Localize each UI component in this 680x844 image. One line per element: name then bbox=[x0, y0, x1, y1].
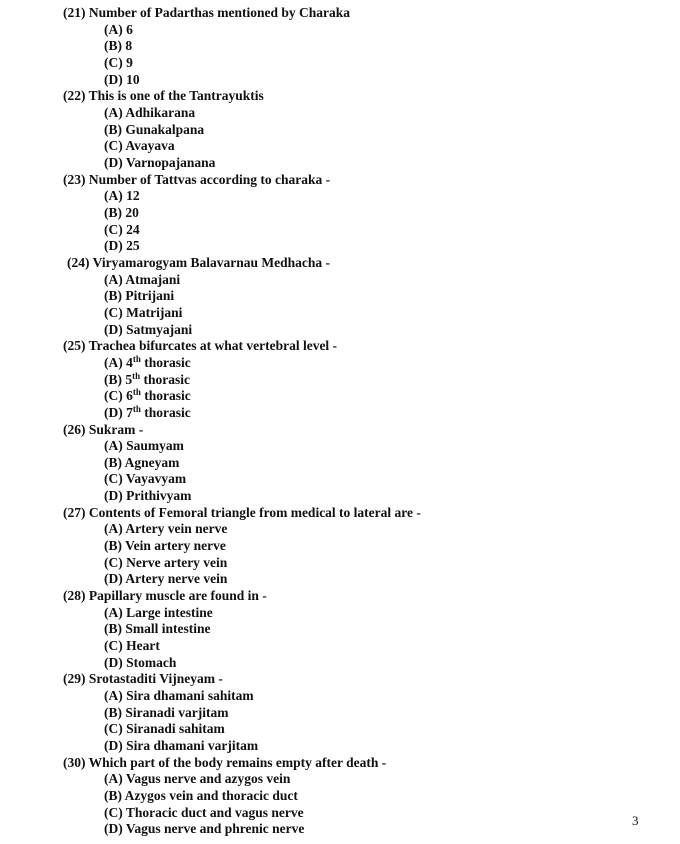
option-label: (A) Adhikarana bbox=[104, 104, 196, 120]
answer-option bbox=[104, 272, 180, 289]
question-text: (26) Sukram - bbox=[63, 421, 144, 437]
answer-option bbox=[104, 205, 139, 222]
option-label: (A) Vagus nerve and azygos vein bbox=[104, 771, 291, 787]
option-label: (C) Heart bbox=[104, 638, 160, 654]
answer-option bbox=[104, 555, 227, 572]
answer-option bbox=[104, 405, 191, 422]
answer-option bbox=[104, 105, 195, 122]
answer-option bbox=[104, 821, 304, 838]
answer-option bbox=[104, 538, 226, 555]
question-text: (25) Trachea bifurcates at what vertebral level - bbox=[63, 338, 338, 354]
answer-option bbox=[104, 438, 184, 455]
answer-option bbox=[104, 705, 229, 722]
answer-option bbox=[104, 771, 290, 788]
option-label: (A) Atmajani bbox=[104, 271, 181, 287]
option-label: (A) 12 bbox=[104, 188, 140, 204]
option-label: (D) Satmyajani bbox=[104, 321, 193, 337]
option-label: (A) 4 bbox=[104, 354, 133, 370]
answer-option bbox=[104, 471, 186, 488]
option-label-rest: thorasic bbox=[140, 404, 191, 420]
option-label: (C) 6 bbox=[104, 388, 133, 404]
answer-option bbox=[104, 571, 227, 588]
answer-option bbox=[104, 805, 304, 822]
option-label: (B) Vein artery nerve bbox=[104, 538, 226, 554]
answer-option bbox=[104, 322, 192, 339]
option-label: (C) 9 bbox=[104, 54, 133, 70]
option-label: (D) 7 bbox=[104, 404, 133, 420]
option-label: (D) Sira dhamani varjitam bbox=[104, 738, 259, 754]
answer-option bbox=[104, 638, 160, 655]
answer-option bbox=[104, 238, 140, 255]
question-text: (21) Number of Padarthas mentioned by Charaka bbox=[63, 5, 351, 20]
page-number: 3 bbox=[632, 813, 639, 828]
answer-option bbox=[104, 721, 225, 738]
ordinal-suffix: th bbox=[132, 387, 141, 398]
question-text: (27) Contents of Femoral triangle from medical to lateral are - bbox=[63, 504, 421, 520]
answer-option bbox=[104, 38, 132, 55]
question-text: (29) Srotastaditi Vijneyam - bbox=[63, 671, 223, 687]
answer-option bbox=[104, 521, 227, 538]
answer-option bbox=[104, 455, 179, 472]
option-label: (B) 20 bbox=[104, 204, 139, 220]
option-label: (D) Varnopajanana bbox=[104, 154, 216, 170]
option-label: (A) Sira dhamani sahitam bbox=[104, 688, 254, 704]
option-label: (C) 24 bbox=[104, 221, 140, 237]
question-text: (23) Number of Tattvas according to charaka - bbox=[63, 171, 331, 187]
answer-option bbox=[104, 288, 174, 305]
option-label: (B) Gunakalpana bbox=[104, 121, 205, 137]
answer-option bbox=[104, 222, 140, 239]
option-label: (D) Stomach bbox=[104, 654, 177, 670]
answer-option bbox=[104, 355, 191, 372]
option-label: (B) Pitrijani bbox=[104, 288, 175, 304]
option-label: (D) Prithivyam bbox=[104, 488, 192, 504]
answer-option bbox=[104, 738, 258, 755]
ordinal-suffix: th bbox=[132, 353, 141, 364]
option-label-rest: thorasic bbox=[140, 371, 191, 387]
option-label: (A) Large intestine bbox=[104, 604, 213, 620]
answer-option bbox=[104, 488, 191, 505]
answer-option bbox=[104, 688, 254, 705]
answer-option bbox=[104, 788, 298, 805]
answer-option bbox=[104, 155, 215, 172]
option-label: (D) Vagus nerve and phrenic nerve bbox=[104, 821, 305, 837]
question-text: (30) Which part of the body remains empty after death - bbox=[63, 754, 387, 770]
option-label-rest: thorasic bbox=[140, 354, 191, 370]
answer-option bbox=[104, 22, 133, 39]
option-label: (C) Siranadi sahitam bbox=[104, 721, 225, 737]
option-label: (C) Thoracic duct and vagus nerve bbox=[104, 804, 304, 820]
answer-option bbox=[104, 605, 213, 622]
option-label: (B) 5 bbox=[104, 371, 133, 387]
option-label: (B) Siranadi varjitam bbox=[104, 704, 229, 720]
option-label: (D) Artery nerve vein bbox=[104, 571, 228, 587]
option-label: (B) 8 bbox=[104, 38, 133, 54]
option-label: (C) Matrijani bbox=[104, 304, 183, 320]
answer-option bbox=[104, 305, 182, 322]
answer-option bbox=[104, 372, 190, 389]
option-label: (A) Saumyam bbox=[104, 438, 184, 454]
option-label: (C) Vayavyam bbox=[104, 471, 187, 487]
question-text: (22) This is one of the Tantrayuktis bbox=[63, 88, 264, 104]
option-label: (B) Small intestine bbox=[104, 621, 211, 637]
option-label: (D) 10 bbox=[104, 71, 140, 87]
answer-option bbox=[104, 388, 191, 405]
option-label: (B) Agneyam bbox=[104, 454, 180, 470]
ordinal-suffix: th bbox=[132, 403, 141, 414]
answer-option bbox=[104, 72, 140, 89]
option-label: (C) Nerve artery vein bbox=[104, 554, 228, 570]
answer-option bbox=[104, 122, 204, 139]
answer-option bbox=[104, 138, 175, 155]
ordinal-suffix: th bbox=[132, 370, 141, 381]
answer-option bbox=[104, 621, 211, 638]
answer-option bbox=[104, 55, 133, 72]
answer-option bbox=[104, 655, 176, 672]
answer-option bbox=[104, 188, 140, 205]
option-label: (A) Artery vein nerve bbox=[104, 521, 228, 537]
question-text: (28) Papillary muscle are found in - bbox=[63, 588, 267, 604]
option-label: (D) 25 bbox=[104, 238, 140, 254]
question-text: (24) Viryamarogyam Balavarnau Medhacha - bbox=[67, 254, 330, 270]
option-label-rest: thorasic bbox=[140, 388, 191, 404]
option-label: (A) 6 bbox=[104, 21, 133, 37]
option-label: (C) Avayava bbox=[104, 138, 175, 154]
option-label: (B) Azygos vein and thoracic duct bbox=[104, 788, 298, 804]
